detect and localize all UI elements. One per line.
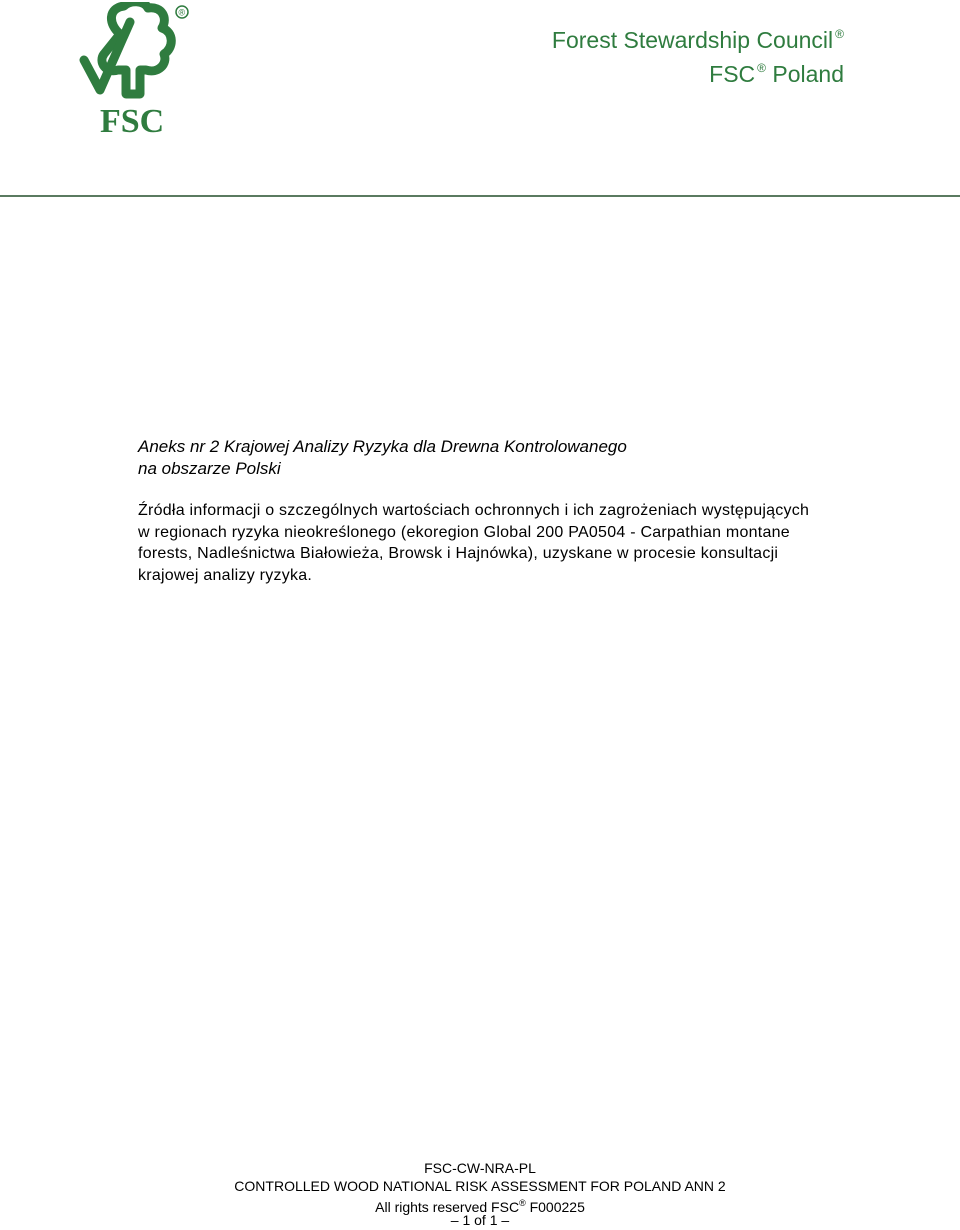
fsc-tree-check-icon xyxy=(78,2,198,142)
org-line-2: FSC ® Poland xyxy=(709,61,844,87)
document-paragraph xyxy=(138,500,928,586)
organization-name xyxy=(552,20,844,88)
paragraph-line: forests, Nadleśnictwa Białowieża, Browsk i Hajnówka), uzyskane w procesie konsultacji xyxy=(138,545,779,562)
paragraph-line: Źródła informacji o szczególnych wartościach ochronnych i ich zagrożeniach występujących xyxy=(138,502,810,519)
title-line: na obszarze Polski xyxy=(138,459,281,478)
org-line-1: Forest Stewardship Council ® xyxy=(551,27,844,53)
footer-code: FSC-CW-NRA-PL xyxy=(424,1160,536,1176)
logo-registered-mark: ® xyxy=(178,7,186,18)
page-number: – 1 of 1 – xyxy=(450,1212,510,1228)
footer-doc-name: CONTROLLED WOOD NATIONAL RISK ASSESSMENT FOR POLAND ANN 2 xyxy=(234,1178,726,1194)
fsc-logo xyxy=(78,2,198,142)
header-divider xyxy=(0,195,960,197)
title-line: Aneks nr 2 Krajowej Analizy Ryzyka dla Drewna Kontrolowanego xyxy=(138,437,627,456)
paragraph-line: w regionach ryzyka nieokreślonego (ekoregion Global 200 PA0504 - Carpathian montane xyxy=(138,523,790,541)
paragraph-line: krajowej analizy ryzyka. xyxy=(138,566,313,584)
document-title xyxy=(138,436,918,480)
footer-rights: All rights reserved FSC® F000225 xyxy=(375,1198,585,1215)
fsc-logo-text: FSC xyxy=(100,103,165,140)
